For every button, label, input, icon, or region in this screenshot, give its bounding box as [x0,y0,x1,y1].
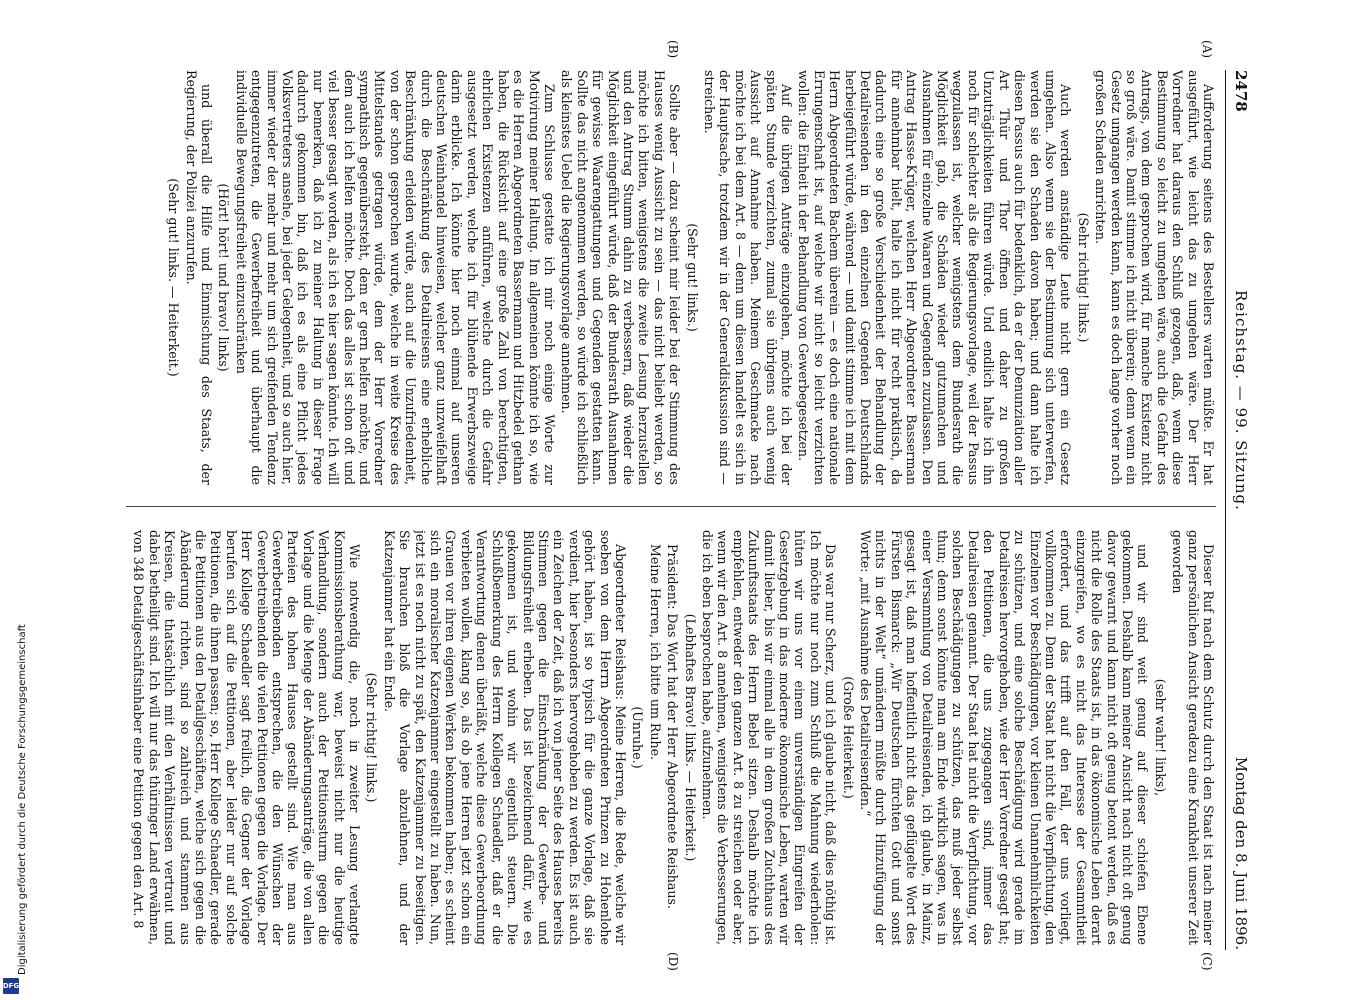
session-title: Reichstag. — 99. Sitzung. [1232,290,1250,511]
interjection: (Sehr gut! links. — Heiterkeit.) [166,178,182,377]
paragraph: Wie notwendig die, noch in zweiter Lesung verlangte Kommissionsberathung war, beweist nicht nur die heutige Verhandlung, sondern auch der Petitionssturm gegen die Vorlage und die Menge der Abänderungsanträge, die von allen Parteien des hohen Hauses gestellt sind. Wie man aus Gewerbetreibenden entsprechen, die den Wünschen der Gewerbetreibenden die vielen Petitionen gegen die Vorlage. Der Herr Kollege Schaedler sagt freilich, die Gegner der Vorlage berufen sich auf die Petitionen, aber leider nur auf solche Petitionen, die ihnen passen; so, Herr Kollege Schaedler, gerade die Petitionen aus den Detailgeschäften, welche sich gegen die Abänderung richten, sind so zahlreich und stammen aus Kreisen, die thatsächlich mit den Verhältnissen vertraut und dabei betheiligt sind. Ich will nur das thüringer Land erwähnen, von 348 Detailgeschäftsinhaber eine Petition gegen den Art. 8 [131,530,363,945]
digitization-credit-text: Digitalisierung gefördert durch die Deutsche Forschungsgemeinschaft [17,624,28,975]
paragraph: Sollte aber — dazu scheint mir leider bei der Stimmung des Hauses wenig Aussicht zu sein — das nicht beliebt werden, so möchte ich bitten, wenigstens die zweite Lesung herzustellen und den Antrag Stumm dahin zu verbessern, daß wieder die Möglichkeit eingeführt würde, daß der Bundesrath Ausnahmen für gewisse Waarengattungen und Gegenden gestatten kann. Sollte das nicht angenommen werden, so würde ich schließlich als kleinstes Uebel die Regierungsvorlage annehmen. [559,70,683,485]
interjection: (Sehr gut! links.) [684,223,700,332]
session-date: Montag den 8. Juni 1896. [1232,756,1250,950]
column-divider [126,506,1216,507]
paragraph: Zum Schlusse gestatte ich mir noch einige Worte zur Motivirung meiner Haltung. Im allgemeinen könnte ich so, wie es die Herren Abgeordneten Bassermann und Hitzbedel gethan haben, die Rücksicht auf eine große Zahl von berechtigten, ehrlichen Existenzen anführen, welche durch die Gefahr ausgesetzt werden, welche ich für blühende Erwerbszweige darin erblicke. Ich könnte hier noch einmal auf unseren deutschen Weinhandel hinweisen, welcher ganz unzweifelhaft durch die Beschränkung des Detailreisens eine erhebliche Beschränkung erleiden würde, auch auf die Unzufriedenheit, von der schon gesprochen wurde, welche in weite Kreise des Mittelstandes getragen würde, dem der Herr Vorredner sympathisch gegenübersteht, dem er gern helfen möchte, und dem auch ich helfen möchte. Doch das alles ist schon oft und viel besser gesagt worden, als ich es hier sagen könnte. Ich will nur bemerken, daß ich zu meiner Haltung in dieser Frage dadurch gekommen bin, daß ich es als eine Pflicht jedes Volksvertreters ansehe, bei jeder Gelegenheit, und so auch hier, immer wieder der mehr und mehr um sich greifenden Tendenz entgegenzutreten, die Gewerbefreiheit und überhaupt die individuelle Bewegungsfreiheit einzuschränken [233,70,557,485]
paragraph: und überall die Hilfe und Einmischung des Staats, der Regierung, der Polizei anzurufen. [183,70,214,485]
newspaper-page [80,0,1290,1000]
paragraph: und wir sind weit genug auf dieser schiefen Ebene gekommen. Deshalb kann meiner Ansicht nach nicht oft genug davor gewarnt und kann nicht oft genug betont werden, daß es nicht die Rolle des Staats ist, in das ökonomische Leben derart einzugreifen, wo es nicht das Interesse der Gesammtheit erfordert, und das trifft auf den Fall, der uns vorliegt, vollkommen zu. Denn der Staat hat nicht die Verpflichtung, den Einzelnen vor Beschädigungen, vor kleinen Unannehmlichkeiten zu schützen, und eine solche Beschädigung wird gerade im Detailreisen hervorgehoben, wie der Herr Vorredner gesagt hat; den Petitionen, die uns zugegangen sind, immer das Detailreisen genannt. Der Staat hat nicht die Verpflichtung, vor solchen Beschädigungen zu schützen, das muß jeder selbst thun; denn sonst könnte man am Ende wirklich sagen, was in einer Versammlung von Detailreisenden, ich glaube, in Mainz, gesagt ist, daß man hoffentlich nicht das geflügelte Wort des Fürsten Bismarck: „Wir Deutschen fürchten Gott und sonst nichts in der Welt“ umändern müßte durch Hinzufügung der Worte: „mit Ausnahme des Detailreisenden.“ [858,530,1151,945]
paragraph: Das war nur Scherz, und ich glaube nicht, daß dies nöthig ist. Ich möchte nur noch zum Schluß die Mahnung wiederholen: hüten wir uns vor einem unverständigen Eingreifen der Gesetzgebung in das moderne ökonomische Leben, warten wir damit lieber, bis wir einmal alle in dem großen Zuchthaus des Zukunftsstaats des Herrn Bebel sitzen. Deshalb möchte ich empfehlen, entweder den ganzen Art. 8 zu streichen oder aber, wenn wir den Art. 8 annehmen, wenigstens die Verbesserungen, die ich eben besprochen habe, aufzunehmen. [700,530,839,945]
paragraph: Auf die übrigen Anträge einzugehen, möchte ich bei der späten Stunde verzichten, zumal sie übrigens auch wenig Aussicht auf Annahme haben. Meinem Geschmacke nach möchte ich bei dem Art. 8 — denn um diesen handelt es sich in der Hauptsache, trotzdem wir in der Generaldiskussion sind — streichen. [702,70,795,485]
margin-mark-d: (D) [666,952,680,971]
right-text-column [116,530,1216,945]
interjection: (Hört! hört! und bravo! links) [216,183,232,372]
interjection: (sehr wahr! links), [1152,678,1168,797]
interjection: (Große Heiterkeit.) [840,676,856,799]
paragraph: Aufforderung seitens des Bestellers warten müßte. Er hat ausgeführt, wie leicht das zu umgehen wäre. Der Herr Vorredner hat daraus den Schluß gezogen, daß, wenn diese Bestimmung so leicht zu umgehen wäre, auch die Gefahr des Antrags, von dem gesprochen wird, für manche Existenz nicht so groß wäre. Damit stimme ich nicht überein; denn wenn ein Gesetz umgangen werden kann, kann es doch lange vorher noch großen Schaden anrichten. [1093,70,1216,485]
paragraph: Dieser Ruf nach dem Schutz durch den Staat ist nach meiner ganz persönlichen Ansicht geradezu eine Krankheit unserer Zeit geworden [1170,530,1216,945]
paragraph: Abgeordneter Reishaus: Meine Herren, die Rede, welche wir soeben von dem Herrn Abgeordneten Prinzen zu Hohenlohe gehört haben, ist so typisch für die ganze Vorlage, daß sie verdient, hier besonders hervorgehoben zu werden. Es ist auch ein Zeichen der Zeit, daß ich von jener Seite des Hauses bereits Stimmen gegen die Einschränkung der Gewerbe- und Bildungsfreiheit erheben. Das ist bezeichnend dafür, wie es gekommen ist, und wohin wir eigentlich steuern. Die Schlußbemerkung des Herrn Kollegen Schaedler, daß er die Verantwortung denen überläßt, welche diese Gewerbeordnung verbieten wollen, klang so, als ob jene Herren jetzt schon ein Grauen vor ihren eigenen Werken bekommen haben; es scheint sich ein moralischer Katzenjammer eingestellt zu haben. Nun, jetzt ist es noch nicht zu spät, den Katzenjammer zu beseitigen. Sie brauchen bloß die Vorlage abzulehnen, und der Katzenjammer hat ein Ende. [381,530,628,945]
interjection: (Sehr richtig! links.) [364,672,380,803]
left-text-column [116,70,1216,485]
page-number: 2478 [1232,70,1250,112]
paragraph: Auch werden anständige Leute nicht gern ein Gesetz umgehen. Also wenn sie der Bestimmung sich unterwerfen, werden sie den Schaden davon haben; und dann halte ich diesen Passus auch für bedenklich, da er der Denunziation aller Art Thür und Thor öffnen und daher zu großen Unzuträglichkeiten führen würde. Und endlich halte ich ihn noch für schlechter als die Regierungsvorlage, weil der Passus wegzulassen ist, welcher wenigstens dem Bundesrath die Möglichkeit gab, die Schäden wieder gutzumachen und Ausnahmen für einzelne Waaren und Gegenden zuzulassen. Den Antrag Hasse-Krüger, welchen Herr Abgeordneter Basserman für annehmbar hielt, halte ich nicht für recht praktisch, da dadurch eine so große Verschiedenheit der Behandlung der Detailreisenden in den einzelnen Gegenden Deutschlands herbeigeführt würde, während — und damit stimme ich mit dem Herrn Abgeordneten Bachem überein — es doch eine nationale Errungenschaft ist, auf welche wir nicht so leicht verzichten wollen: die Einheit in der Behandlung von Gewerbegesetzen. [796,70,1074,485]
margin-mark-c: (C) [1200,952,1214,971]
page-header [1225,70,1250,950]
dfg-logo: DFG [3,978,19,994]
digitization-credit-strip [0,0,28,1000]
interjection: (Unruhe.) [630,706,646,769]
margin-mark-b: (B) [666,40,680,59]
paragraph: Meine Herren, ich bitte um Ruhe. [647,544,663,761]
paragraph: Präsident: Das Wort hat der Herr Abgeordnete Reishaus. [665,544,681,909]
interjection: (Sehr richtig! links.) [1075,212,1091,343]
interjection: (Lebhaftes Bravo! links. — Heiterkeit.) [682,613,698,862]
margin-mark-a: (A) [1200,40,1214,59]
